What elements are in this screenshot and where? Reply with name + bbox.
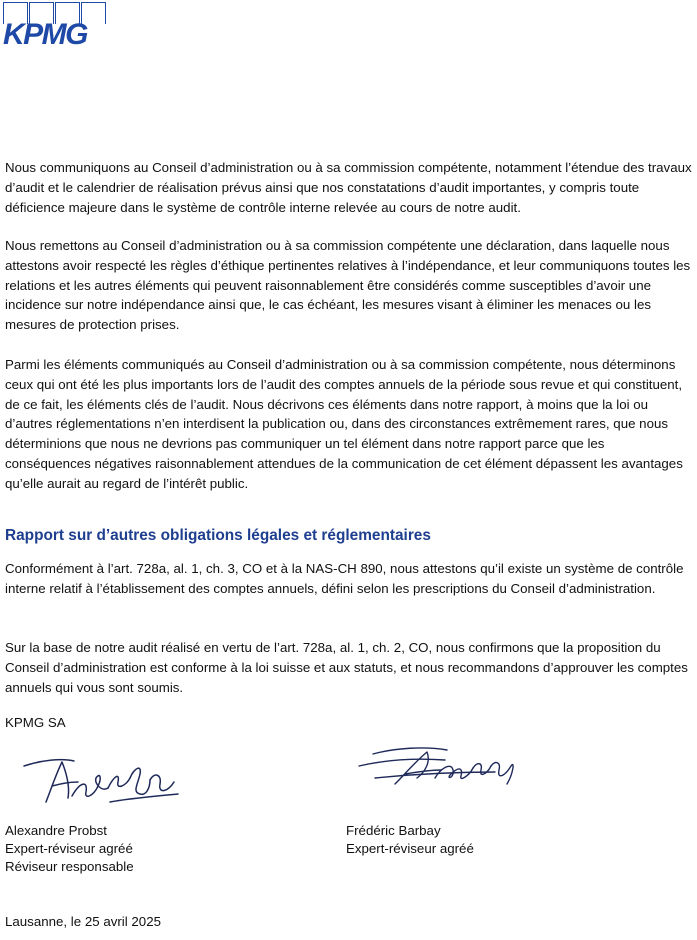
signatory-1-title: Expert-réviseur agréé: [5, 841, 133, 856]
signatory-1-role: Réviseur responsable: [5, 859, 134, 874]
signature-probst: [22, 752, 182, 810]
section-heading: Rapport sur d’autres obligations légales et réglementaires: [5, 527, 431, 544]
paragraph-key-audit-matters: Parmi les éléments communiqués au Conseil d’administration ou à sa commission compétente, nous déterminons ceux qui ont été les plus importants lors de l’audit des comptes annuels de la période sous revue et qui constituent, de ce fait, les éléments clés de l’audit. Nous décrivons ces éléments dans notre rapport, à moins que la loi ou d’autres réglementations n’en interdisent la publication ou, dans des circonstances extrêmement rares, que nous déterminions que nous ne devrions pas communiquer un tel élément dans notre rapport parce que les conséquences négatives raisonnablement attendues de la communication de cet élément dépassent les avantages qu’elle aurait au regard de l’intérêt public.: [5, 357, 683, 491]
signatory-2-name: Frédéric Barbay: [346, 823, 441, 838]
paragraph-communication: Nous communiquons au Conseil d’administration ou à sa commission compétente, notamment l’étendue des travaux d’audit et le calendrier de réalisation prévus ainsi que nos constatations d’audit importantes, y compris toute déficience majeure dans le système de contrôle interne relevée au cours de notre audit.: [5, 160, 692, 215]
paragraph-independence: Nous remettons au Conseil d’administration ou à sa commission compétente une déclaration, dans laquelle nous attestons avoir respecté les règles d’éthique pertinentes relatives à l’indépendance, et leur communiquons toutes les relations et les autres éléments qui peuvent raisonnablement être considérés comme susceptibles d’avoir une incidence sur notre indépendance ainsi que, le cas échéant, les mesures visant à éliminer les menaces ou les mesures de protection prises.: [5, 238, 691, 333]
firm-name: KPMG SA: [5, 715, 66, 730]
place-date: Lausanne, le 25 avril 2025: [5, 914, 161, 929]
paragraph-proposal: Sur la base de notre audit réalisé en vertu de l’art. 728a, al. 1, ch. 2, CO, nous confirmons que la proposition du Conseil d’administration est conforme à la loi suisse et aux statuts, et nous recommandons d’approuver les comptes annuels qui vous sont soumis.: [5, 640, 688, 695]
kpmg-logo: [3, 2, 113, 50]
logo-wordmark: KPMG: [3, 18, 87, 51]
paragraph-internal-control: Conformément à l’art. 728a, al. 1, ch. 3, CO et à la NAS-CH 890, nous attestons qu’il existe un système de contrôle interne relatif à l’établissement des comptes annuels, défini selon les prescriptions du Conseil d’administration.: [5, 561, 684, 596]
signatory-1-name: Alexandre Probst: [5, 823, 107, 838]
signatory-2-title: Expert-réviseur agréé: [346, 841, 474, 856]
signature-barbay: [355, 744, 520, 790]
